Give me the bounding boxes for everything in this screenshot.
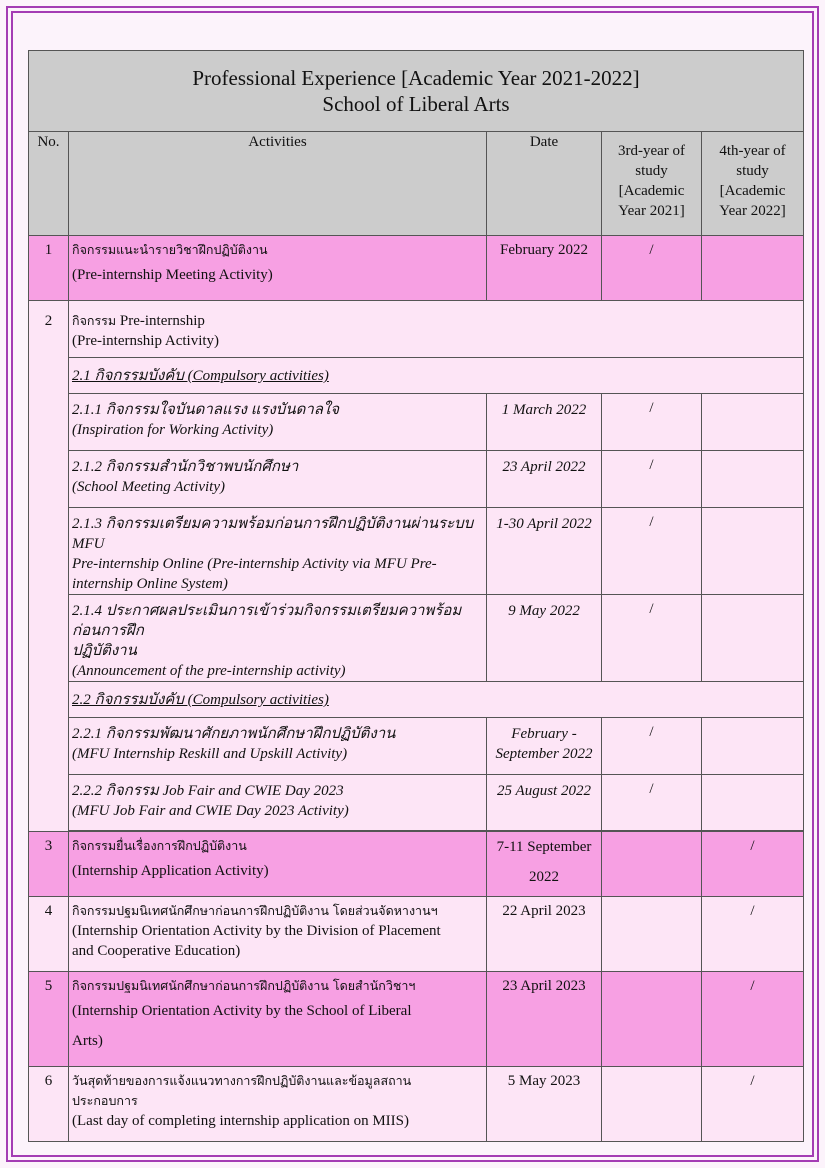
date-cell: 1 March 2022 — [487, 394, 602, 451]
activity-cell: 2.2.1 กิจกรรมพัฒนาศักยภาพนักศึกษาฝึกปฏิบัติงาน (MFU Internship Reskill and Upskill Activity) — [69, 718, 487, 775]
date-cell: February - September 2022 — [487, 718, 602, 775]
date-cell: 25 August 2022 — [487, 775, 602, 831]
activity-cell: กิจกรรม Pre-internship (Pre-internship Activity) — [69, 301, 804, 358]
row-number: 6 — [29, 1067, 69, 1142]
section-heading: 2.1 กิจกรรมบังคับ (Compulsory activities) — [69, 358, 804, 394]
header-no: No. — [29, 132, 69, 236]
activity-cell: กิจกรรมปฐมนิเทศนักศึกษาก่อนการฝึกปฏิบัติงาน โดยส่วนจัดหางานฯ (Internship Orientation Activity by the Division of Placement and Cooperative Education) — [69, 897, 487, 972]
year3-mark: / — [602, 236, 702, 301]
year4-mark — [702, 718, 804, 775]
year4-mark — [702, 236, 804, 301]
table-row — [29, 832, 804, 897]
header-3rd-year: 3rd-year of study [Academic Year 2021] — [602, 132, 702, 236]
table-row — [29, 236, 804, 301]
table-row — [29, 301, 804, 358]
activity-cell: 2.1.3 กิจกรรมเตรียมความพร้อมก่อนการฝึกปฏิบัติงานผ่านระบบ MFU Pre-internship Online (Pre-internship Activity via MFU Pre- internship Online System) — [69, 508, 487, 595]
year4-mark — [702, 508, 804, 595]
activity-cell: 2.1.4 ประกาศผลประเมินการเข้าร่วมกิจกรรมเตรียมควาพร้อมก่อนการฝึก ปฏิบัติงาน (Announcement of the pre-internship activity) — [69, 595, 487, 682]
year4-mark: / — [702, 832, 804, 897]
table-row — [29, 775, 804, 831]
table-row — [29, 451, 804, 508]
year3-mark: / — [602, 508, 702, 595]
year4-mark: / — [702, 897, 804, 972]
activity-cell: กิจกรรมปฐมนิเทศนักศึกษาก่อนการฝึกปฏิบัติงาน โดยสำนักวิชาฯ (Internship Orientation Activity by the School of Liberal Arts) — [69, 972, 487, 1067]
year3-mark: / — [602, 595, 702, 682]
year4-mark: / — [702, 1067, 804, 1142]
year3-mark — [602, 972, 702, 1067]
title-row — [29, 51, 804, 132]
date-cell: 7-11 September 2022 — [487, 832, 602, 897]
activity-cell: วันสุดท้ายของการแจ้งแนวทางการฝึกปฏิบัติงานและข้อมูลสถาน ประกอบการ (Last day of completing internship application on MIIS) — [69, 1067, 487, 1142]
year4-mark — [702, 451, 804, 508]
activity-cell: กิจกรรมแนะนำรายวิชาฝึกปฏิบัติงาน (Pre-internship Meeting Activity) — [69, 236, 487, 301]
table-row — [29, 508, 804, 595]
table-row — [29, 897, 804, 972]
table-row — [29, 1067, 804, 1142]
activity-cell: 2.1.1 กิจกรรมใจบันดาลแรง แรงบันดาลใจ (Inspiration for Working Activity) — [69, 394, 487, 451]
date-cell: 22 April 2023 — [487, 897, 602, 972]
date-cell: February 2022 — [487, 236, 602, 301]
year3-mark: / — [602, 394, 702, 451]
header-row — [29, 132, 804, 236]
table-row — [29, 595, 804, 682]
year3-mark — [602, 897, 702, 972]
activity-cell: กิจกรรมยื่นเรื่องการฝึกปฏิบัติงาน (Internship Application Activity) — [69, 832, 487, 897]
section-row — [29, 358, 804, 394]
row-number: 4 — [29, 897, 69, 972]
year4-mark — [702, 595, 804, 682]
section-row — [29, 682, 804, 718]
table-row — [29, 394, 804, 451]
row-number: 1 — [29, 236, 69, 301]
header-date: Date — [487, 132, 602, 236]
date-cell: 23 April 2022 — [487, 451, 602, 508]
year3-mark: / — [602, 775, 702, 831]
title-cell — [29, 51, 804, 132]
year3-mark — [602, 832, 702, 897]
table-row — [29, 718, 804, 775]
date-cell: 5 May 2023 — [487, 1067, 602, 1142]
table-row — [29, 972, 804, 1067]
year3-mark: / — [602, 451, 702, 508]
row-number: 2 — [29, 301, 69, 832]
year4-mark — [702, 394, 804, 451]
year4-mark: / — [702, 972, 804, 1067]
row-number: 3 — [29, 832, 69, 897]
activity-cell: 2.2.2 กิจกรรม Job Fair and CWIE Day 2023 (MFU Job Fair and CWIE Day 2023 Activity) — [69, 775, 487, 831]
year3-mark — [602, 1067, 702, 1142]
table-subtitle: School of Liberal Arts — [322, 92, 510, 116]
header-activities: Activities — [69, 132, 487, 236]
activity-cell: 2.1.2 กิจกรรมสำนักวิชาพบนักศึกษา (School Meeting Activity) — [69, 451, 487, 508]
year3-mark: / — [602, 718, 702, 775]
year4-mark — [702, 775, 804, 831]
schedule-table — [28, 50, 804, 1142]
date-cell: 23 April 2023 — [487, 972, 602, 1067]
date-cell: 9 May 2022 — [487, 595, 602, 682]
header-4th-year: 4th-year of study [Academic Year 2022] — [702, 132, 804, 236]
date-cell: 1-30 April 2022 — [487, 508, 602, 595]
section-heading: 2.2 กิจกรรมบังคับ (Compulsory activities) — [69, 682, 804, 718]
table-title: Professional Experience [Academic Year 2021-2022] — [192, 66, 640, 90]
row-number: 5 — [29, 972, 69, 1067]
